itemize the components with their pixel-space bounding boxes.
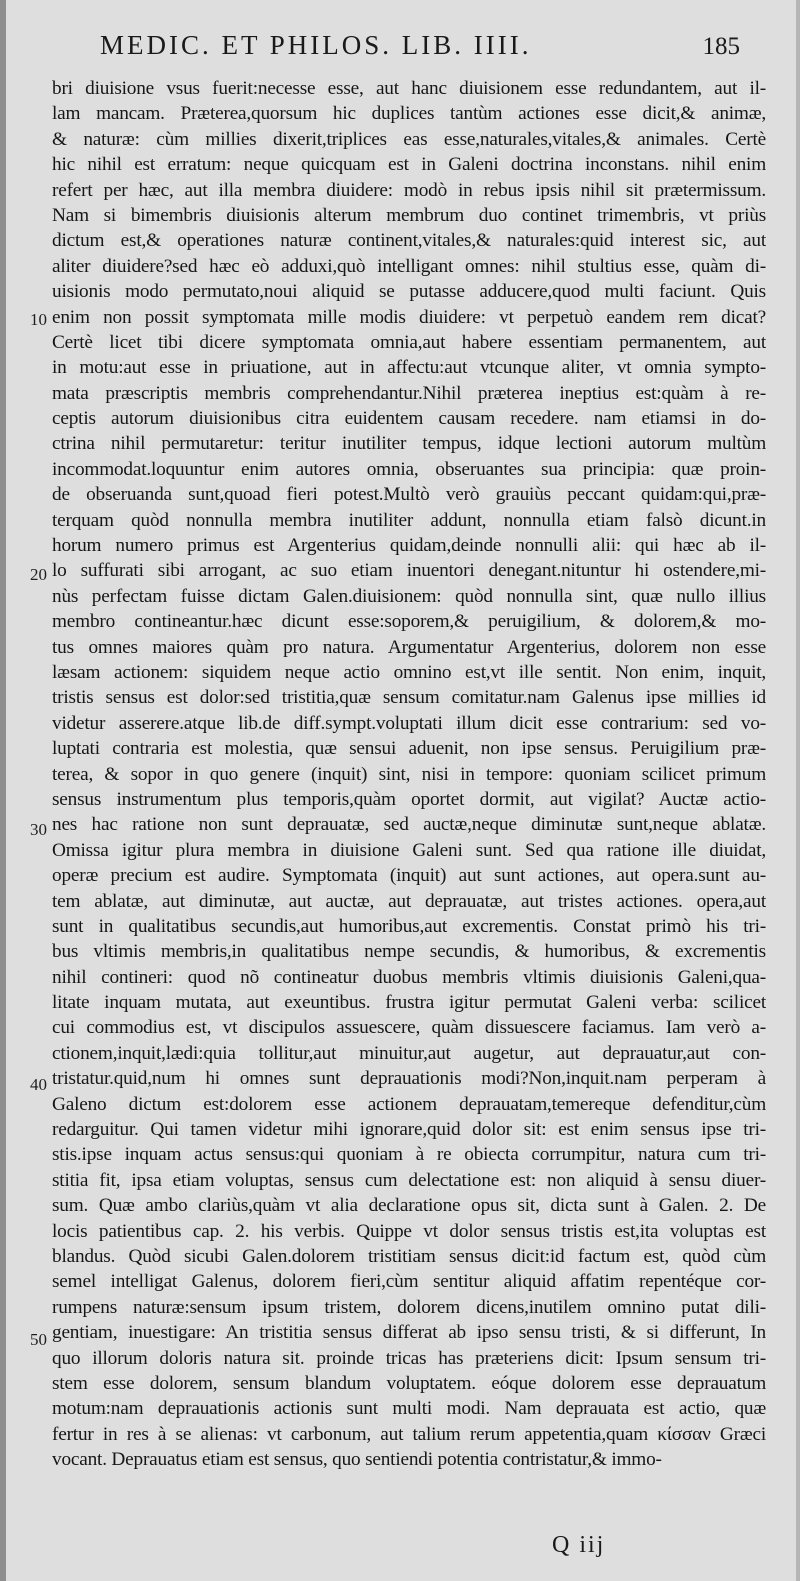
text-line: nihil contineri: quod nõ contineatur duobus membris vltimis diuisionis Galeni,qua- bbox=[52, 966, 766, 988]
text-line: ctionem,inquit,lædi:quia tollitur,aut minuitur,aut augetur, aut deprauatur,aut con- bbox=[52, 1042, 766, 1064]
text-line: terea, & sopor in quo genere (inquit) sint, nisi in tempore: quoniam scilicet primum bbox=[52, 763, 766, 785]
text-line: enim non possit symptomata mille modis diuidere: vt perpetuò eandem rem dicat? bbox=[52, 306, 766, 328]
text-line: de obseruanda sunt,quoad fieri potest.Multò verò grauiùs peccant quidam:qui,præ- bbox=[52, 484, 766, 506]
text-line: hic nihil est erratum: neque quicquam est in Galeni doctrina inconstans. nihil enim bbox=[52, 154, 766, 176]
text-line: bus vltimis membris,in qualitatibus nempe secundis, & humoribus, & excrementis bbox=[52, 941, 766, 963]
text-line: Galeno dictum est:dolorem esse actionem deprauatam,temereque defenditur,cùm bbox=[52, 1093, 766, 1115]
text-line: Omissa igitur plura membra in diuisione Galeni sunt. Sed qua ratione ille diuidat, bbox=[52, 839, 766, 861]
text-line: locis patientibus cap. 2. his verbis. Quippe vt dolor sensus tristis est,ita voluptas est bbox=[52, 1220, 766, 1242]
text-line: operæ precium est audire. Symptomata (inquit) aut sunt actiones, aut opera.sunt au- bbox=[52, 865, 766, 887]
text-line: vocant. Deprauatus etiam est sensus, quo sentiendi potentia contristatur,& immo- bbox=[52, 1449, 662, 1471]
text-line: stitia fit, ipsa etiam voluptas, sensus cum delectatione est: non aliquid à sensu diuer- bbox=[52, 1169, 766, 1191]
text-line: Nam si bimembris diuisionis alterum membrum duo continet trimembris, vt priùs bbox=[52, 204, 766, 226]
text-line: & naturæ: cùm millies dixerit,triplices eas esse,naturales,vitales,& animales. Certè bbox=[52, 128, 766, 150]
text-line: rumpens naturæ:sensum ipsum tristem, dolorem dicens,inutilem omnino putat dili- bbox=[52, 1296, 766, 1318]
text-line: ceptis autorum diuisionibus citra euidentem causam recedere. nam etiamsi in do- bbox=[52, 408, 766, 430]
text-line: blandus. Quòd sicubi Galen.dolorem tristitiam sensus dicit:id factum est, quòd cùm bbox=[52, 1245, 766, 1267]
text-line: stem esse dolorem, sensum blandum voluptatem. eóque dolorem esse deprauatum bbox=[52, 1372, 766, 1394]
text-line: membro contineantur.hæc dicunt esse:soporem,& peruigilium, & dolorem,& mo- bbox=[52, 611, 766, 633]
text-line: nùs perfectam fuisse dictam Galen.diuisionem: quòd nonnulla sint, quæ nullo illius bbox=[52, 585, 766, 607]
line-number: 40 bbox=[30, 1075, 47, 1094]
text-line: luptati contraria est molestia, quæ sensui aduenit, non ipse sensus. Peruigilium præ- bbox=[52, 738, 766, 760]
text-line: mata præscriptis membris comprehendantur.Nihil præterea ineptius est:quàm à re- bbox=[52, 382, 766, 404]
text-line: sunt in qualitatibus secundis,aut humoribus,aut excrementis. Constat primò his tri- bbox=[52, 915, 766, 937]
text-line: litate inquam mutata, aut exeuntibus. frustra igitur permutat Galeni verba: scilicet bbox=[52, 992, 766, 1014]
text-line: sensus instrumentum plus temporis,quàm oportet dormit, aut vigilat? Auctæ actio- bbox=[52, 788, 766, 810]
text-line: dictum est,& operationes naturæ continent,vitales,& naturales:quid interest sic, aut bbox=[52, 230, 766, 252]
text-line: semel intelligat Galenus, dolorem fieri,cùm sentitur aliquid affatim repentéque cor- bbox=[52, 1271, 766, 1293]
text-line: cui commodius est, vt discipulos assuescere, quàm dissuescere faciamus. Iam verò a- bbox=[52, 1017, 766, 1039]
text-line: refert per hæc, aut illa membra diuidere: modò in rebus ipsis nihil sit prætermissum. bbox=[52, 179, 766, 201]
text-line: aliter diuidere?sed hæc eò adduxi,quò intelligant omnes: nihil stultius esse, quàm di- bbox=[52, 255, 766, 277]
running-head: MEDIC. ET PHILOS. LIB. IIII. bbox=[100, 30, 532, 60]
text-line: lo suffurati sibi arrogant, ac suo etiam inuentori denegant.nituntur hi ostendere,mi- bbox=[52, 560, 766, 582]
line-number: 20 bbox=[30, 565, 47, 584]
text-line: bri diuisione vsus fuerit:necesse esse, aut hanc diuisionem esse redundantem, aut il- bbox=[52, 78, 766, 99]
text-line: terquam quòd nonnulla membra inutiliter addunt, nonnulla etiam falsò dicunt.in bbox=[52, 509, 766, 531]
text-line: motum:nam deprauationis actionis sunt multi modi. Nam deprauata est actio, quæ bbox=[52, 1398, 766, 1420]
text-line: redarguitur. Qui tamen videtur mihi ignorare,quid dolor sit: est enim sensus ipse tri- bbox=[52, 1119, 766, 1141]
line-number: 30 bbox=[30, 820, 47, 839]
line-number: 50 bbox=[30, 1330, 47, 1349]
text-line: tristatur.quid,num hi omnes sunt deprauationis modi?Non,inquit.nam perperam à bbox=[52, 1068, 766, 1090]
text-line: incommodat.loquuntur enim autores omnia, obseruantes sua principia: quæ proin- bbox=[52, 458, 766, 480]
text-line: uisionis modo permutato,noui aliquid se putasse adducere,quod multi faciunt. Quis bbox=[52, 281, 766, 303]
page-header bbox=[100, 30, 740, 70]
text-line: Certè licet tibi dicere symptomata omnia,aut habere essentiam permanentem, aut bbox=[52, 331, 766, 353]
text-line: lam mancam. Præterea,quorsum hic duplices tantùm actiones esse dicit,& animæ, bbox=[52, 103, 766, 125]
text-line: horum numero primus est Argenterius quidam,deinde nonnulli alii: qui hæc ab il- bbox=[52, 535, 766, 557]
text-line: videtur asserere.atque lib.de diff.sympt.voluptati illum dicit esse contrarium: sed vo- bbox=[52, 712, 766, 734]
text-line: stis.ipse inquam actus sensus:qui quoniam à re obiecta corrumpitur, natura cum tri- bbox=[52, 1144, 766, 1166]
text-line: læsam actionem: siquidem neque actio omnino est,vt ille sentit. Non enim, inquit, bbox=[52, 661, 766, 683]
text-line: nes hac ratione non sunt deprauatæ, sed auctæ,neque diminutæ sunt,neque ablatæ. bbox=[52, 814, 766, 836]
page-number: 185 bbox=[702, 33, 740, 60]
text-line: gentiam, inuestigare: An tristitia sensus differat ab ipso sensu tristi, & si differunt, In bbox=[52, 1322, 766, 1344]
main-text-block bbox=[52, 76, 766, 1472]
text-line: fertur in res à se alienas: vt carbonum, aut talium rerum appetentia,quam κίσσαν Græci bbox=[52, 1423, 766, 1445]
signature-mark: Q iij bbox=[552, 1532, 606, 1558]
text-line: quo illorum doloris natura sit. proinde tricas has præteriens dicit: Ipsum sensum tri- bbox=[52, 1347, 766, 1369]
text-line: sum. Quæ ambo clariùs,quàm vt alia declaratione opus sit, dicta sunt à Galen. 2. De bbox=[52, 1195, 766, 1217]
text-line: in motu:aut esse in priuatione, aut in affectu:aut vtcunque aliter, vt omnia sympto- bbox=[52, 357, 766, 379]
text-line: tus omnes maiores quàm pro natura. Argumentatur Argenterius, dolorem non esse bbox=[52, 636, 766, 658]
text-line: tristis sensus est dolor:sed tristitia,quæ sensum comitatur.nam Galenus ipse millies id bbox=[52, 687, 766, 709]
line-number: 10 bbox=[30, 310, 47, 329]
text-line: ctrina nihil permutaretur: teritur inutiliter tempus, idque lectioni autorum multùm bbox=[52, 433, 766, 455]
text-line: tem ablatæ, aut diminutæ, aut auctæ, aut deprauatæ, aut tristes actiones. opera,aut bbox=[52, 890, 766, 912]
